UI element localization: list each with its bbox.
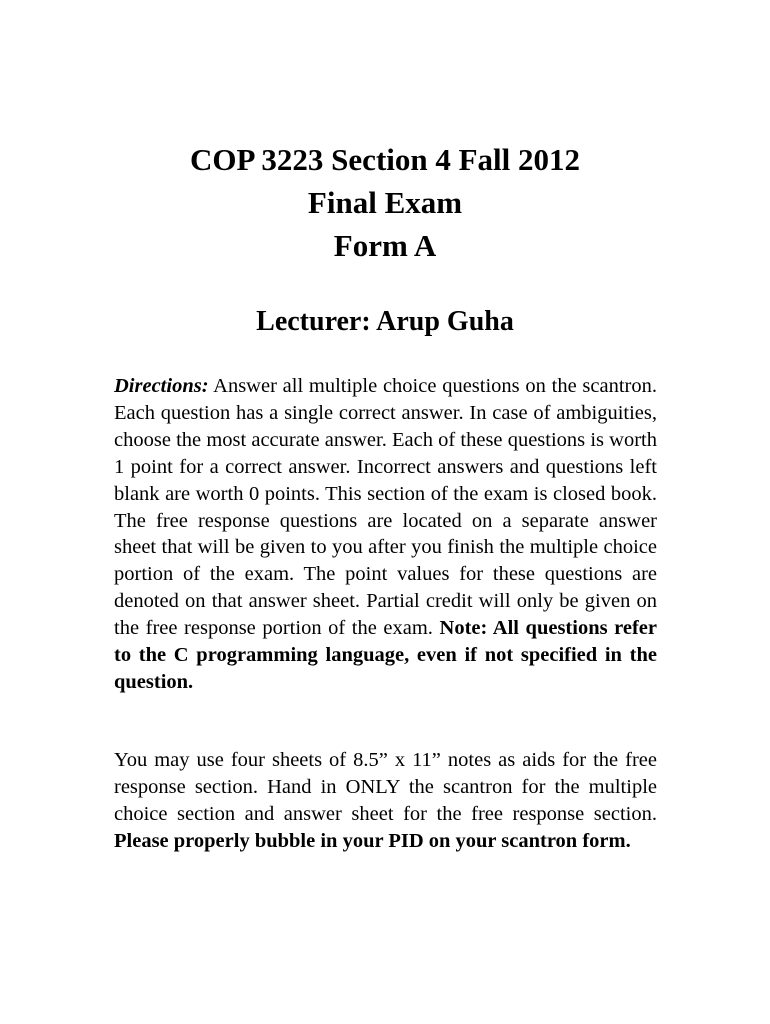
directions-paragraph <box>114 373 657 696</box>
directions-text: Answer all multiple choice questions on the scantron. Each question has a single correct answer. In case of ambiguities, choose the most accurate answer. Each of these questions is worth 1 point for a correct answer. Incorrect answers and questions left blank are worth 0 points. This section of the exam is closed book. The free response questions are located on a separate answer sheet that will be given to you after you finish the multiple choice portion of the exam. The point values for these questions are denoted on that answer sheet. Partial credit will only be given on the free response portion of the exam. <box>114 375 657 640</box>
lecturer-name: Lecturer: Arup Guha <box>256 306 514 337</box>
directions-label: Directions: <box>114 375 209 397</box>
notes-paragraph <box>114 747 657 855</box>
directions-note: Note: All questions refer to the C programming language, even if not specified in the question. <box>114 617 657 693</box>
exam-name: Final Exam <box>307 185 463 220</box>
notes-text: You may use four sheets of 8.5” x 11” notes as aids for the free response section. Hand in ONLY the scantron for the multiple choice section and answer sheet for the free response section. <box>114 749 657 825</box>
exam-title <box>0 138 770 267</box>
course-title: COP 3223 Section 4 Fall 2012 <box>189 142 581 177</box>
exam-form: Form A <box>333 228 437 263</box>
scantron-instruction: Please properly bubble in your PID on your scantron form. <box>114 829 631 852</box>
